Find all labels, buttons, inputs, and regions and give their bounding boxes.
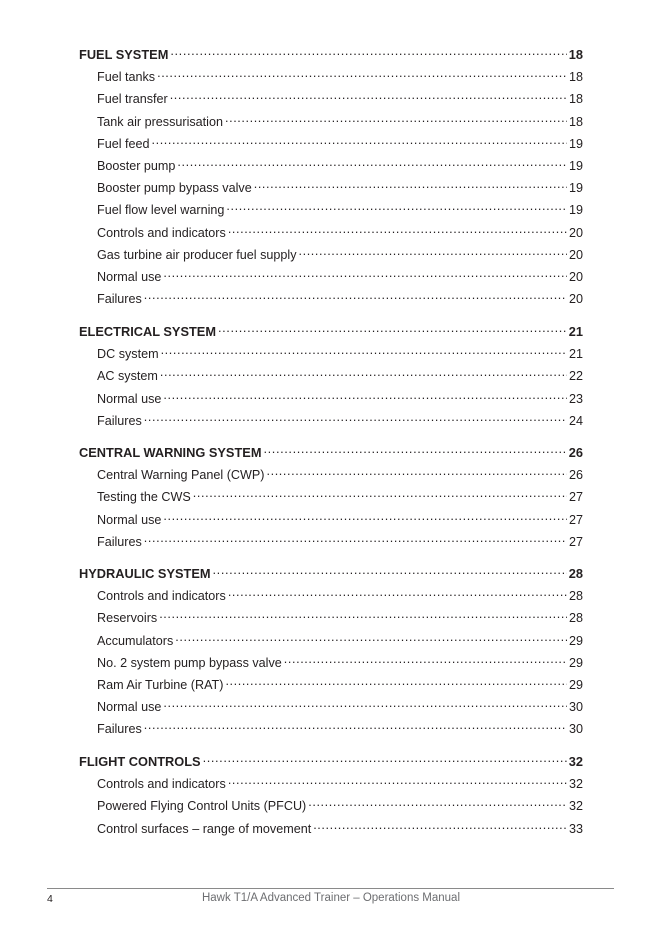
dot-leader	[228, 221, 567, 237]
dot-leader	[177, 154, 567, 170]
toc-entry[interactable]	[97, 198, 583, 218]
toc-entry-page-number: 20	[568, 247, 583, 262]
toc-section-heading-page-number: 28	[568, 566, 583, 581]
toc-entry[interactable]	[97, 221, 583, 240]
toc-section-heading-title: FLIGHT CONTROLS	[79, 754, 201, 769]
dot-leader	[163, 508, 567, 524]
toc-section-heading-page-number: 21	[568, 324, 583, 339]
dot-leader	[263, 441, 566, 457]
dot-leader	[254, 176, 567, 192]
toc-entry[interactable]	[97, 485, 583, 505]
toc-entry-title: Central Warning Panel (CWP)	[97, 468, 265, 483]
toc-entry-title: Failures	[97, 413, 142, 428]
toc-entry-title: Fuel tanks	[97, 70, 156, 85]
toc-entry-title: Failures	[97, 292, 142, 307]
toc-entry[interactable]	[97, 629, 583, 648]
toc-entry-title: Control surfaces – range of movement	[97, 821, 312, 836]
toc-entry-page-number: 32	[568, 799, 583, 814]
toc-entry[interactable]	[97, 508, 583, 527]
toc-entry-title: Booster pump bypass valve	[97, 181, 252, 196]
toc-section-heading-title: HYDRAULIC SYSTEM	[79, 566, 211, 581]
toc-entry-title: Tank air pressurisation	[97, 114, 223, 129]
toc-entry[interactable]	[97, 87, 583, 107]
dot-leader	[218, 320, 567, 336]
toc-entry[interactable]	[97, 817, 583, 836]
toc-entry-page-number: 19	[568, 136, 583, 151]
toc-entry-page-number: 18	[568, 92, 583, 107]
toc-entry-page-number: 28	[568, 611, 583, 626]
dot-leader	[144, 287, 567, 303]
toc-entry[interactable]	[97, 265, 583, 284]
toc-entry-page-number: 20	[568, 292, 583, 307]
toc-entry[interactable]	[97, 287, 583, 307]
toc-entry[interactable]	[97, 606, 583, 626]
toc-entry-page-number: 19	[568, 203, 583, 218]
dot-leader	[299, 243, 567, 259]
toc-entry-page-number: 30	[568, 722, 583, 737]
dot-leader	[308, 794, 567, 810]
toc-entry[interactable]	[97, 695, 583, 715]
toc-entry-title: Normal use	[97, 700, 162, 715]
toc-entry[interactable]	[97, 463, 583, 483]
toc-entry-title: Normal use	[97, 270, 162, 284]
toc-section-heading-page-number: 26	[568, 445, 583, 460]
toc-entry-page-number: 32	[568, 777, 583, 792]
toc-entry-page-number: 23	[568, 391, 583, 406]
toc-entry[interactable]	[97, 530, 583, 549]
dot-leader	[170, 43, 566, 59]
toc-entry-title: Failures	[97, 534, 142, 549]
toc-entry-page-number: 19	[568, 159, 583, 173]
toc-entry-page-number: 18	[568, 70, 583, 85]
toc-section-heading[interactable]	[79, 441, 583, 460]
toc-entry-page-number: 27	[568, 534, 583, 549]
toc-section-heading[interactable]	[79, 750, 583, 769]
toc-section-heading[interactable]	[79, 320, 583, 339]
toc-entry-title: No. 2 system pump bypass valve	[97, 655, 282, 670]
footer-document-title: Hawk T1/A Advanced Trainer – Operations Manual	[201, 892, 461, 904]
toc-entry-title: Normal use	[97, 512, 162, 527]
dot-leader	[225, 110, 567, 126]
toc-entry[interactable]	[97, 409, 583, 428]
toc-entry-page-number: 29	[568, 678, 583, 692]
dot-leader	[213, 562, 567, 578]
toc-entry-page-number: 33	[568, 821, 583, 836]
toc-entry[interactable]	[97, 132, 583, 151]
toc-entry[interactable]	[97, 110, 583, 129]
toc-entry-page-number: 20	[568, 225, 583, 240]
toc-entry[interactable]	[97, 387, 583, 406]
dot-leader	[161, 342, 567, 358]
toc-entry-title: Normal use	[97, 391, 162, 406]
toc-entry-title: Controls and indicators	[97, 589, 226, 604]
toc-entry[interactable]	[97, 717, 583, 737]
dot-leader	[163, 265, 567, 281]
dot-leader	[170, 87, 567, 103]
toc-entry-title: Powered Flying Control Units (PFCU)	[97, 799, 307, 814]
toc-section-heading-title: FUEL SYSTEM	[79, 47, 169, 62]
toc-entry[interactable]	[97, 342, 583, 362]
toc-entry-title: Ram Air Turbine (RAT)	[97, 678, 224, 692]
dot-leader	[175, 629, 567, 645]
toc-entry-title: Fuel flow level warning	[97, 203, 225, 218]
dot-leader	[225, 673, 567, 689]
dot-leader	[152, 132, 567, 148]
toc-entry-page-number: 28	[568, 589, 583, 604]
dot-leader	[203, 750, 567, 766]
toc-entry-page-number: 29	[568, 655, 583, 670]
dot-leader	[226, 198, 567, 214]
toc-entry-title: Testing the CWS	[97, 490, 191, 505]
toc-entry-title: Booster pump	[97, 159, 176, 173]
toc-entry-title: Accumulators	[97, 633, 174, 648]
dot-leader	[284, 651, 567, 667]
toc-entry[interactable]	[97, 176, 583, 196]
toc-entry-title: Failures	[97, 722, 142, 737]
toc-section-heading-page-number: 18	[568, 47, 583, 62]
toc-entry-page-number: 19	[568, 181, 583, 196]
toc-section-heading[interactable]	[79, 43, 583, 62]
toc-section-heading-title: CENTRAL WARNING SYSTEM	[79, 445, 262, 460]
toc-entry[interactable]	[97, 651, 583, 670]
footer-divider	[47, 888, 614, 889]
toc-entry-page-number: 26	[568, 468, 583, 483]
dot-leader	[144, 717, 567, 733]
toc-entry-page-number: 20	[568, 270, 583, 284]
toc-entry[interactable]	[97, 154, 583, 173]
toc-entry-title: Controls and indicators	[97, 777, 226, 792]
toc-entry-title: Controls and indicators	[97, 225, 226, 240]
toc-entry-page-number: 27	[568, 490, 583, 505]
dot-leader	[313, 817, 567, 833]
dot-leader	[144, 530, 567, 546]
toc-entry-page-number: 27	[568, 512, 583, 527]
toc-entry-page-number: 18	[568, 114, 583, 129]
dot-leader	[228, 584, 567, 600]
toc-section-heading[interactable]	[79, 562, 583, 581]
toc-entry-title: Fuel feed	[97, 136, 150, 151]
toc-entry-page-number: 30	[568, 700, 583, 715]
dot-leader	[193, 485, 567, 501]
toc-entry-title: AC system	[97, 369, 158, 384]
toc-section-heading-page-number: 32	[568, 754, 583, 769]
toc-entry-title: Fuel transfer	[97, 92, 168, 107]
dot-leader	[157, 65, 567, 81]
toc-entry[interactable]	[97, 243, 583, 262]
dot-leader	[159, 606, 567, 622]
footer-page-number: 4	[47, 893, 53, 905]
dot-leader	[160, 364, 567, 380]
dot-leader	[267, 463, 567, 479]
toc-entry[interactable]	[97, 584, 583, 604]
dot-leader	[144, 409, 567, 425]
dot-leader	[163, 695, 567, 711]
toc-entry-page-number: 22	[568, 369, 583, 384]
toc-entry[interactable]	[97, 364, 583, 384]
dot-leader	[228, 772, 567, 788]
toc-entry[interactable]	[97, 772, 583, 792]
toc-entry-title: Reservoirs	[97, 611, 158, 626]
toc-entry-title: DC system	[97, 347, 159, 362]
toc-entry-page-number: 29	[568, 633, 583, 648]
toc-entry[interactable]	[97, 673, 583, 692]
toc-entry-page-number: 24	[568, 413, 583, 428]
toc-entry[interactable]	[97, 65, 583, 85]
dot-leader	[163, 387, 567, 403]
toc-section-heading-title: ELECTRICAL SYSTEM	[79, 324, 216, 339]
toc-entry[interactable]	[97, 794, 583, 814]
toc-entry-page-number: 21	[568, 347, 583, 362]
toc-entry-title: Gas turbine air producer fuel supply	[97, 247, 297, 262]
